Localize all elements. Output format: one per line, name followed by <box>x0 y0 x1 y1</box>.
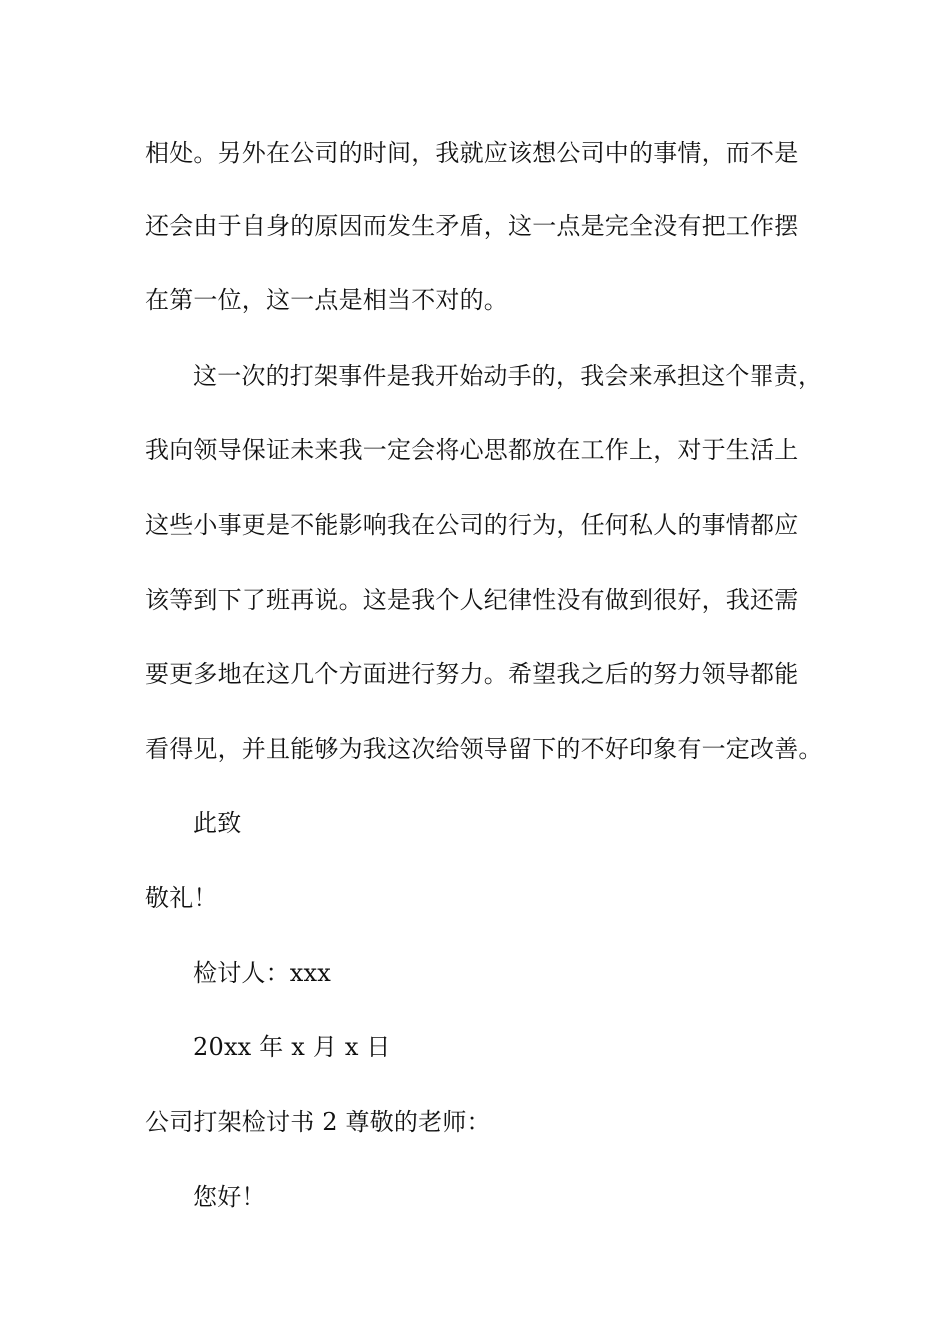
closing-phrase: 此致 <box>193 809 242 837</box>
paragraph-line: 要更多地在这几个方面进行努力。希望我之后的努力领导都能 <box>145 660 799 688</box>
paragraph-line: 这些小事更是不能影响我在公司的行为，任何私人的事情都应 <box>145 511 799 539</box>
paragraph-line: 相处。另外在公司的时间，我就应该想公司中的事情，而不是 <box>145 139 799 167</box>
paragraph-line: 我向领导保证未来我一定会将心思都放在工作上，对于生活上 <box>145 436 799 464</box>
salutation: 敬礼！ <box>145 884 218 912</box>
paragraph-line: 还会由于自身的原因而发生矛盾，这一点是完全没有把工作摆 <box>145 212 799 240</box>
greeting-line: 您好！ <box>193 1183 266 1211</box>
document-heading: 公司打架检讨书 2 尊敬的老师： <box>145 1108 491 1136</box>
paragraph-line: 在第一位，这一点是相当不对的。 <box>145 286 508 314</box>
paragraph-line: 该等到下了班再说。这是我个人纪律性没有做到很好，我还需 <box>145 586 799 614</box>
paragraph-line: 看得见，并且能够为我这次给领导留下的不好印象有一定改善。 <box>145 735 823 763</box>
date-line: 20xx 年 x 月 x 日 <box>193 1033 391 1061</box>
signature-line: 检讨人：xxx <box>193 959 332 987</box>
paragraph-line: 这一次的打架事件是我开始动手的，我会来承担这个罪责， <box>193 362 823 390</box>
